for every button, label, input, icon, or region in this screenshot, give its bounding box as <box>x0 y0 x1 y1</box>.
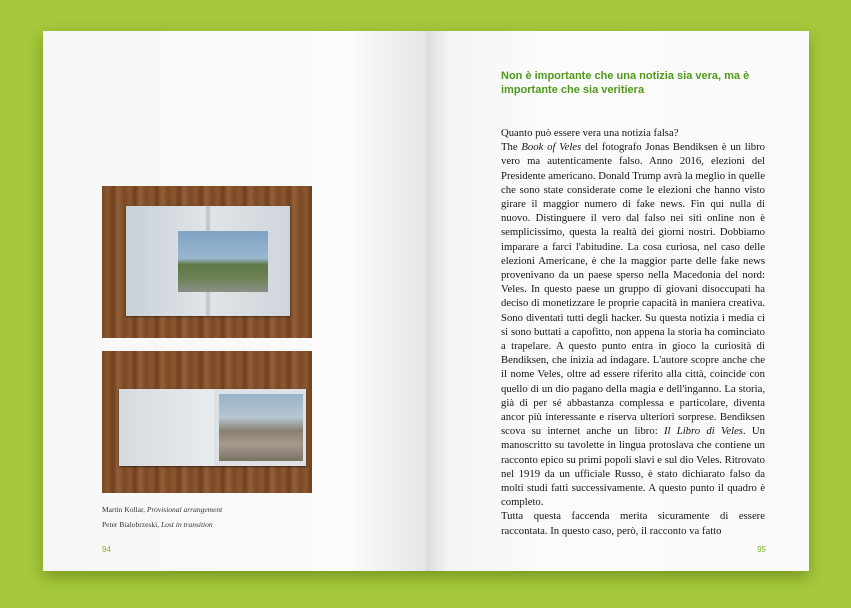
text-run: del fotografo Jonas Bendiksen è un libro vero ma autenticamente falso. Anno 2016, elezioni del Presidente americano. Donald Trump avrà la meglio in quelle che sono state considerate come le elezioni che hanno visto girare il maggior numero di fake news. Fin qui nulla di nuovo. Distinguere il vero dal falso nei siti online non è semplicissimo, questa la realtà dei giorni nostri. Dobbiamo imparare a farci l'abitudine. La cosa curiosa, nel caso delle elezioni Americane, è che la maggior parte delle fake news provenivano da un paese sperso nella Macedonia del nord: Veles. In questo paese un gruppo di giovani disoccupati ha deciso di monetizzare le proprie capacità in maniera creativa. Sono diventati tutti degli hacker. Su questa notizia i media ci si sono buttati a capofitto, non appena la storia ha cominciato a trapelare. A questo punto entra in gioco la curiosità di Bendiksen, che inizia ad indagare. L'autore scopre anche che il nome Veles, oltre ad essere riferito alla città, coincide con quello di un dio pagano della magia e dell'inganno. La storia, già di per sé abbastanza complessa e particolare, diventa ancor più interessante e riserva ulteriori sorprese. Bendiksen scova su internet anche un libro: <box>501 141 765 438</box>
photo-open-book <box>102 186 312 338</box>
book-landscape-photo <box>178 231 268 292</box>
text-run: The <box>501 141 522 154</box>
open-book <box>126 206 290 316</box>
page-number-left: 94 <box>102 545 111 554</box>
headline: Non è importante che una notizia sia vera, ma è importante che sia veritiera <box>501 70 750 96</box>
paragraph-2: Tutta questa faccenda merita sicuramente di essere raccontata. In questo caso, però, il racconto va fatto <box>501 510 765 537</box>
photo-captions <box>102 502 222 532</box>
article-body <box>501 126 765 538</box>
page-number-right: 95 <box>757 545 766 554</box>
paragraph-1 <box>501 140 765 509</box>
photo-book-buildings <box>102 351 312 493</box>
book-title-veles: Book of Veles <box>521 141 582 154</box>
question-line: Quanto può essere vera una notizia falsa? <box>501 127 679 139</box>
left-page <box>43 31 426 571</box>
book-blank-page <box>119 389 214 466</box>
caption-2-author: Peter Bialobrzeski, <box>102 520 160 529</box>
caption-1-title: Provisional arrangement <box>146 505 223 514</box>
book-title-libro-veles: Il Libro di Veles <box>663 425 743 438</box>
caption-2 <box>102 517 222 532</box>
caption-1-author: Martin Kollar, <box>102 505 146 514</box>
right-page <box>426 31 809 571</box>
caption-2-title: Lost in transition <box>160 520 213 529</box>
book-spread <box>43 31 809 571</box>
open-book-buildings <box>119 389 306 466</box>
text-run: . Un manoscritto su tavolette in lingua protoslava che contiene un racconto epico su primi popoli slavi e sul dio Veles. Ritrovato nel 1919 da un ufficiale Russo, è stato dichiarato falso da molti studi fatti successivamente. A questo punto il quadro è completo. <box>501 425 765 509</box>
caption-1 <box>102 502 222 517</box>
book-buildings-photo <box>219 394 303 461</box>
